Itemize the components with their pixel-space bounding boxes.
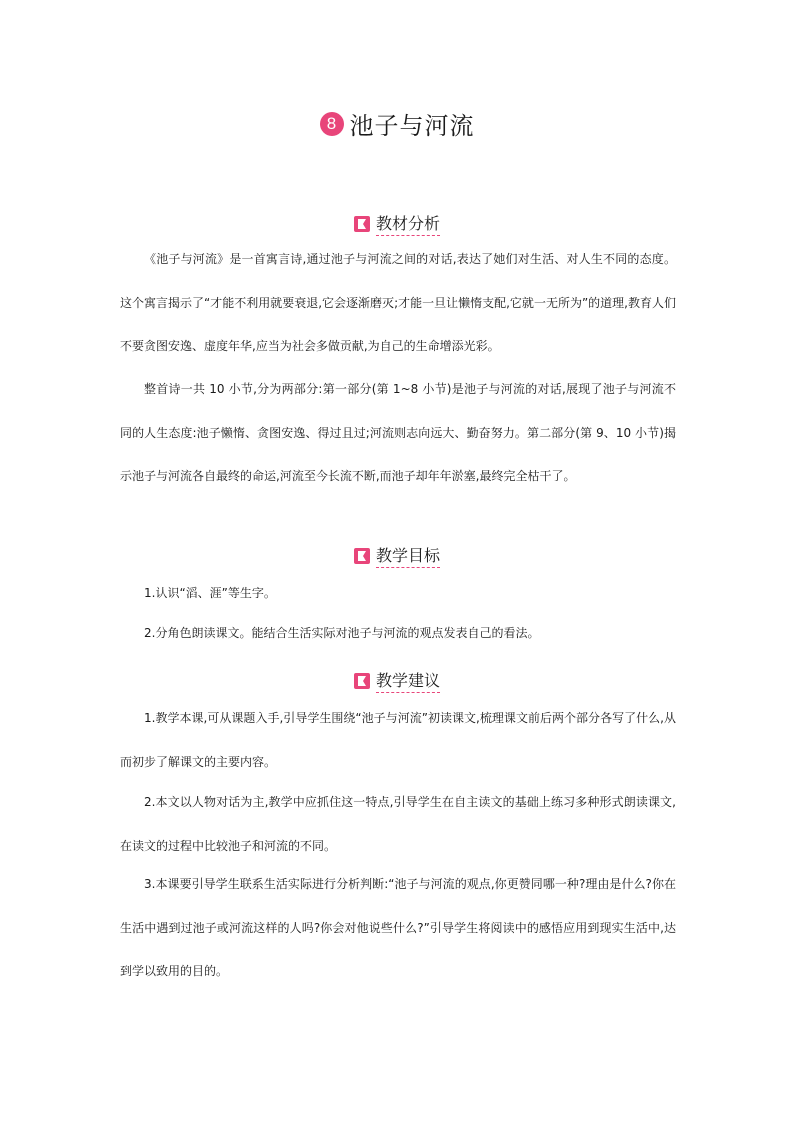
section-heading-analysis (0, 211, 794, 236)
lesson-number-badge: 8 (320, 112, 344, 136)
section-marker-icon (354, 673, 370, 689)
section-marker-icon (354, 548, 370, 564)
section-heading-goals (0, 543, 794, 568)
list-item: 1.教学本课,可从课题入手,引导学生围绕“池子与河流”初读课文,梳理课文前后两个部分各写了什么,从而初步了解课文的主要内容。 (120, 711, 676, 769)
paragraph: 《池子与河流》是一首寓言诗,通过池子与河流之间的对话,表达了她们对生活、对人生不同的态度。这个寓言揭示了“才能不利用就要衰退,它会逐渐磨灭;才能一旦让懒惰支配,它就一无所为”的道理,教育人们不要贪图安逸、虚度年华,应当为社会多做贡献,为自己的生命增添光彩。 (120, 252, 676, 353)
page-title: 池子与河流 (349, 112, 475, 140)
lesson-title (0, 106, 794, 141)
section-marker-icon (354, 216, 370, 232)
list-item: 1.认识“滔、涯”等生字。 (144, 586, 276, 600)
section-title: 教材分析 (376, 211, 440, 236)
section-heading-suggestions (0, 668, 794, 693)
list-item: 2.分角色朗读课文。能结合生活实际对池子与河流的观点发表自己的看法。 (144, 626, 540, 640)
list-item: 2.本文以人物对话为主,教学中应抓住这一特点,引导学生在自主读文的基础上练习多种形式朗读课文,在读文的过程中比较池子和河流的不同。 (120, 795, 676, 853)
paragraph: 整首诗一共 10 小节,分为两部分:第一部分(第 1~8 小节)是池子与河流的对话,展现了池子与河流不同的人生态度:池子懒惰、贪图安逸、得过且过;河流则志向远大、勤奋努力。第二部分(第 9、10 小节)揭示池子与河流各自最终的命运,河流至今长流不断,而池子却年年淤塞,最终完全枯干了。 (120, 382, 676, 483)
list-item: 3.本课要引导学生联系生活实际进行分析判断:“池子与河流的观点,你更赞同哪一种?理由是什么?你在生活中遇到过池子或河流这样的人吗?你会对他说些什么?”引导学生将阅读中的感悟应用到现实生活中,达到学以致用的目的。 (120, 877, 676, 978)
section-title: 教学建议 (376, 668, 440, 693)
section-title: 教学目标 (376, 543, 440, 568)
